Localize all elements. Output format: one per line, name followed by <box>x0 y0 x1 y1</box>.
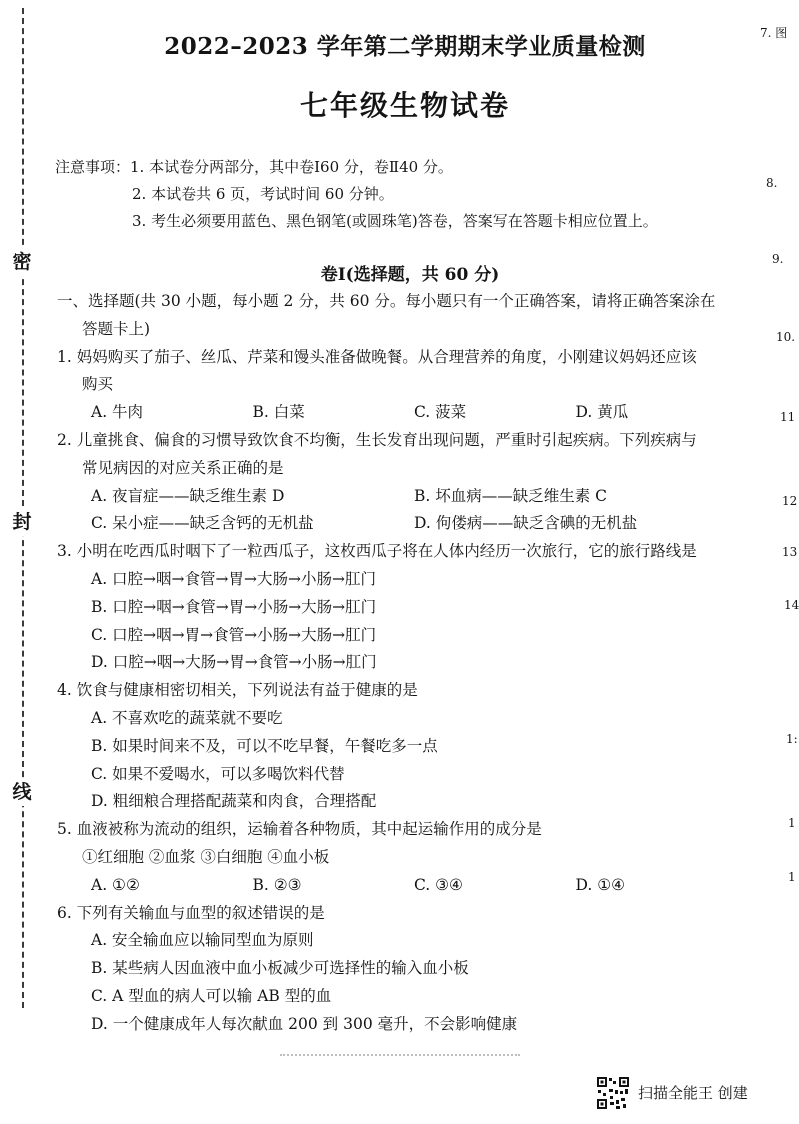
option-b: B. 口腔→咽→食管→胃→小肠→大肠→肛门 <box>91 597 377 616</box>
question-stem: 5. 血液被称为流动的组织，运输着各种物质，其中起运输作用的成分是 <box>57 820 542 839</box>
seal-char-mi: 密 <box>10 248 34 276</box>
question-4 <box>57 677 737 816</box>
edge-number: 1: <box>786 732 798 746</box>
question-2 <box>57 427 737 538</box>
edge-number: 1 <box>788 816 796 830</box>
option-b: B. 坏血病——缺乏维生素 C <box>414 486 608 505</box>
section-intro: 一、选择题(共 30 小题，每小题 2 分，共 60 分。每小题只有一个正确答案，请将正确答案涂在 <box>57 292 716 310</box>
edge-number: 12 <box>782 494 798 508</box>
question-5 <box>57 816 737 899</box>
option-row <box>57 483 737 511</box>
option-d: D. 一个健康成年人每次献血 200 到 300 毫升，不会影响健康 <box>91 1014 518 1033</box>
option-c: C. 如果不爱喝水，可以多喝饮料代替 <box>91 764 345 783</box>
option-b: B. 某些病人因血液中血小板减少可选择性的输入血小板 <box>91 959 469 978</box>
qr-code-icon <box>596 1076 630 1110</box>
option-c: C. A 型血的病人可以输 AB 型的血 <box>91 986 332 1005</box>
question-list <box>57 288 737 1039</box>
question-1 <box>57 344 737 427</box>
option-a: A. 夜盲症——缺乏维生素 D <box>91 486 285 505</box>
option-a: A. 牛肉 <box>91 403 144 422</box>
edge-number: 8. <box>766 176 778 190</box>
seal-char-xian: 线 <box>10 778 34 806</box>
exam-title: 2022–2023 学年第二学期期末学业质量检测 <box>164 33 646 60</box>
edge-number: 9. <box>772 252 784 266</box>
option-d: D. 粗细粮合理搭配蔬菜和肉食，合理搭配 <box>91 792 377 811</box>
question-stem: 6. 下列有关输血与血型的叙述错误的是 <box>57 903 325 922</box>
question-stem: 购买 <box>82 375 114 394</box>
edge-number: 1 <box>788 870 796 884</box>
option-c: C. 菠菜 <box>414 403 467 422</box>
faint-footer <box>280 1054 520 1062</box>
option-c: C. 口腔→咽→胃→食管→小肠→大肠→肛门 <box>91 625 377 644</box>
question-6 <box>57 900 737 1039</box>
notes-label: 注意事项： <box>55 158 131 176</box>
edge-number: 13 <box>782 545 798 559</box>
section-intro: 答题卡上) <box>82 319 151 338</box>
option-d: D. 黄瓜 <box>575 403 629 422</box>
question-stem: ①红细胞 ②血浆 ③白细胞 ④血小板 <box>82 847 330 866</box>
note-item: 3. 考生必须要用蓝色、黑色钢笔(或圆珠笔)答卷，答案写在答题卡相应位置上。 <box>132 212 658 230</box>
option-d: D. 口腔→咽→大肠→胃→食管→小肠→肛门 <box>91 653 377 672</box>
edge-number: 7. 图 <box>760 26 788 40</box>
option-a: A. 安全输血应以输同型血为原则 <box>91 931 314 950</box>
question-3 <box>57 538 737 677</box>
option-row <box>57 510 737 538</box>
scanner-watermark: 扫描全能王 创建 <box>638 1084 748 1102</box>
option-b: B. 如果时间来不及，可以不吃早餐，午餐吃多一点 <box>91 736 438 755</box>
seal-char-feng: 封 <box>10 508 34 536</box>
question-stem: 常见病因的对应关系正确的是 <box>82 458 284 477</box>
exam-subtitle: 七年级生物试卷 <box>299 89 510 122</box>
option-c: C. ③④ <box>414 875 463 894</box>
question-stem: 1. 妈妈购买了茄子、丝瓜、芹菜和馒头准备做晚餐。从合理营养的角度，小刚建议妈妈还应该 <box>57 347 697 366</box>
edge-number: 14 <box>784 598 799 612</box>
next-page-edge <box>752 0 799 1000</box>
option-d: D. ①④ <box>575 875 626 894</box>
edge-number: 10. <box>776 330 796 344</box>
option-b: B. 白菜 <box>252 403 305 422</box>
option-d: D. 佝偻病——缺乏含碘的无机盐 <box>414 514 638 533</box>
section-title: 卷Ⅰ(选择题，共 60 分) <box>320 265 500 285</box>
option-a: A. 口腔→咽→食管→胃→大肠→小肠→肛门 <box>91 569 376 588</box>
option-row <box>57 872 737 900</box>
question-stem: 4. 饮食与健康相密切相关，下列说法有益于健康的是 <box>57 681 418 700</box>
option-c: C. 呆小症——缺乏含钙的无机盐 <box>91 514 314 533</box>
option-a: A. ①② <box>91 875 140 894</box>
note-item: 1. 本试卷分两部分，其中卷Ⅰ60 分，卷Ⅱ40 分。 <box>130 158 453 176</box>
question-stem: 2. 儿童挑食、偏食的习惯导致饮食不均衡，生长发育出现问题，严重时引起疾病。下列疾病与 <box>57 430 697 449</box>
question-stem: 3. 小明在吃西瓜时咽下了一粒西瓜子，这枚西瓜子将在人体内经历一次旅行，它的旅行路线是 <box>57 542 697 561</box>
option-a: A. 不喜欢吃的蔬菜就不要吃 <box>91 708 283 727</box>
edge-number: 11 <box>780 410 796 424</box>
option-b: B. ②③ <box>252 875 302 894</box>
note-item: 2. 本试卷共 6 页，考试时间 60 分钟。 <box>132 185 394 203</box>
option-row <box>57 399 737 427</box>
exam-notes <box>55 154 658 235</box>
